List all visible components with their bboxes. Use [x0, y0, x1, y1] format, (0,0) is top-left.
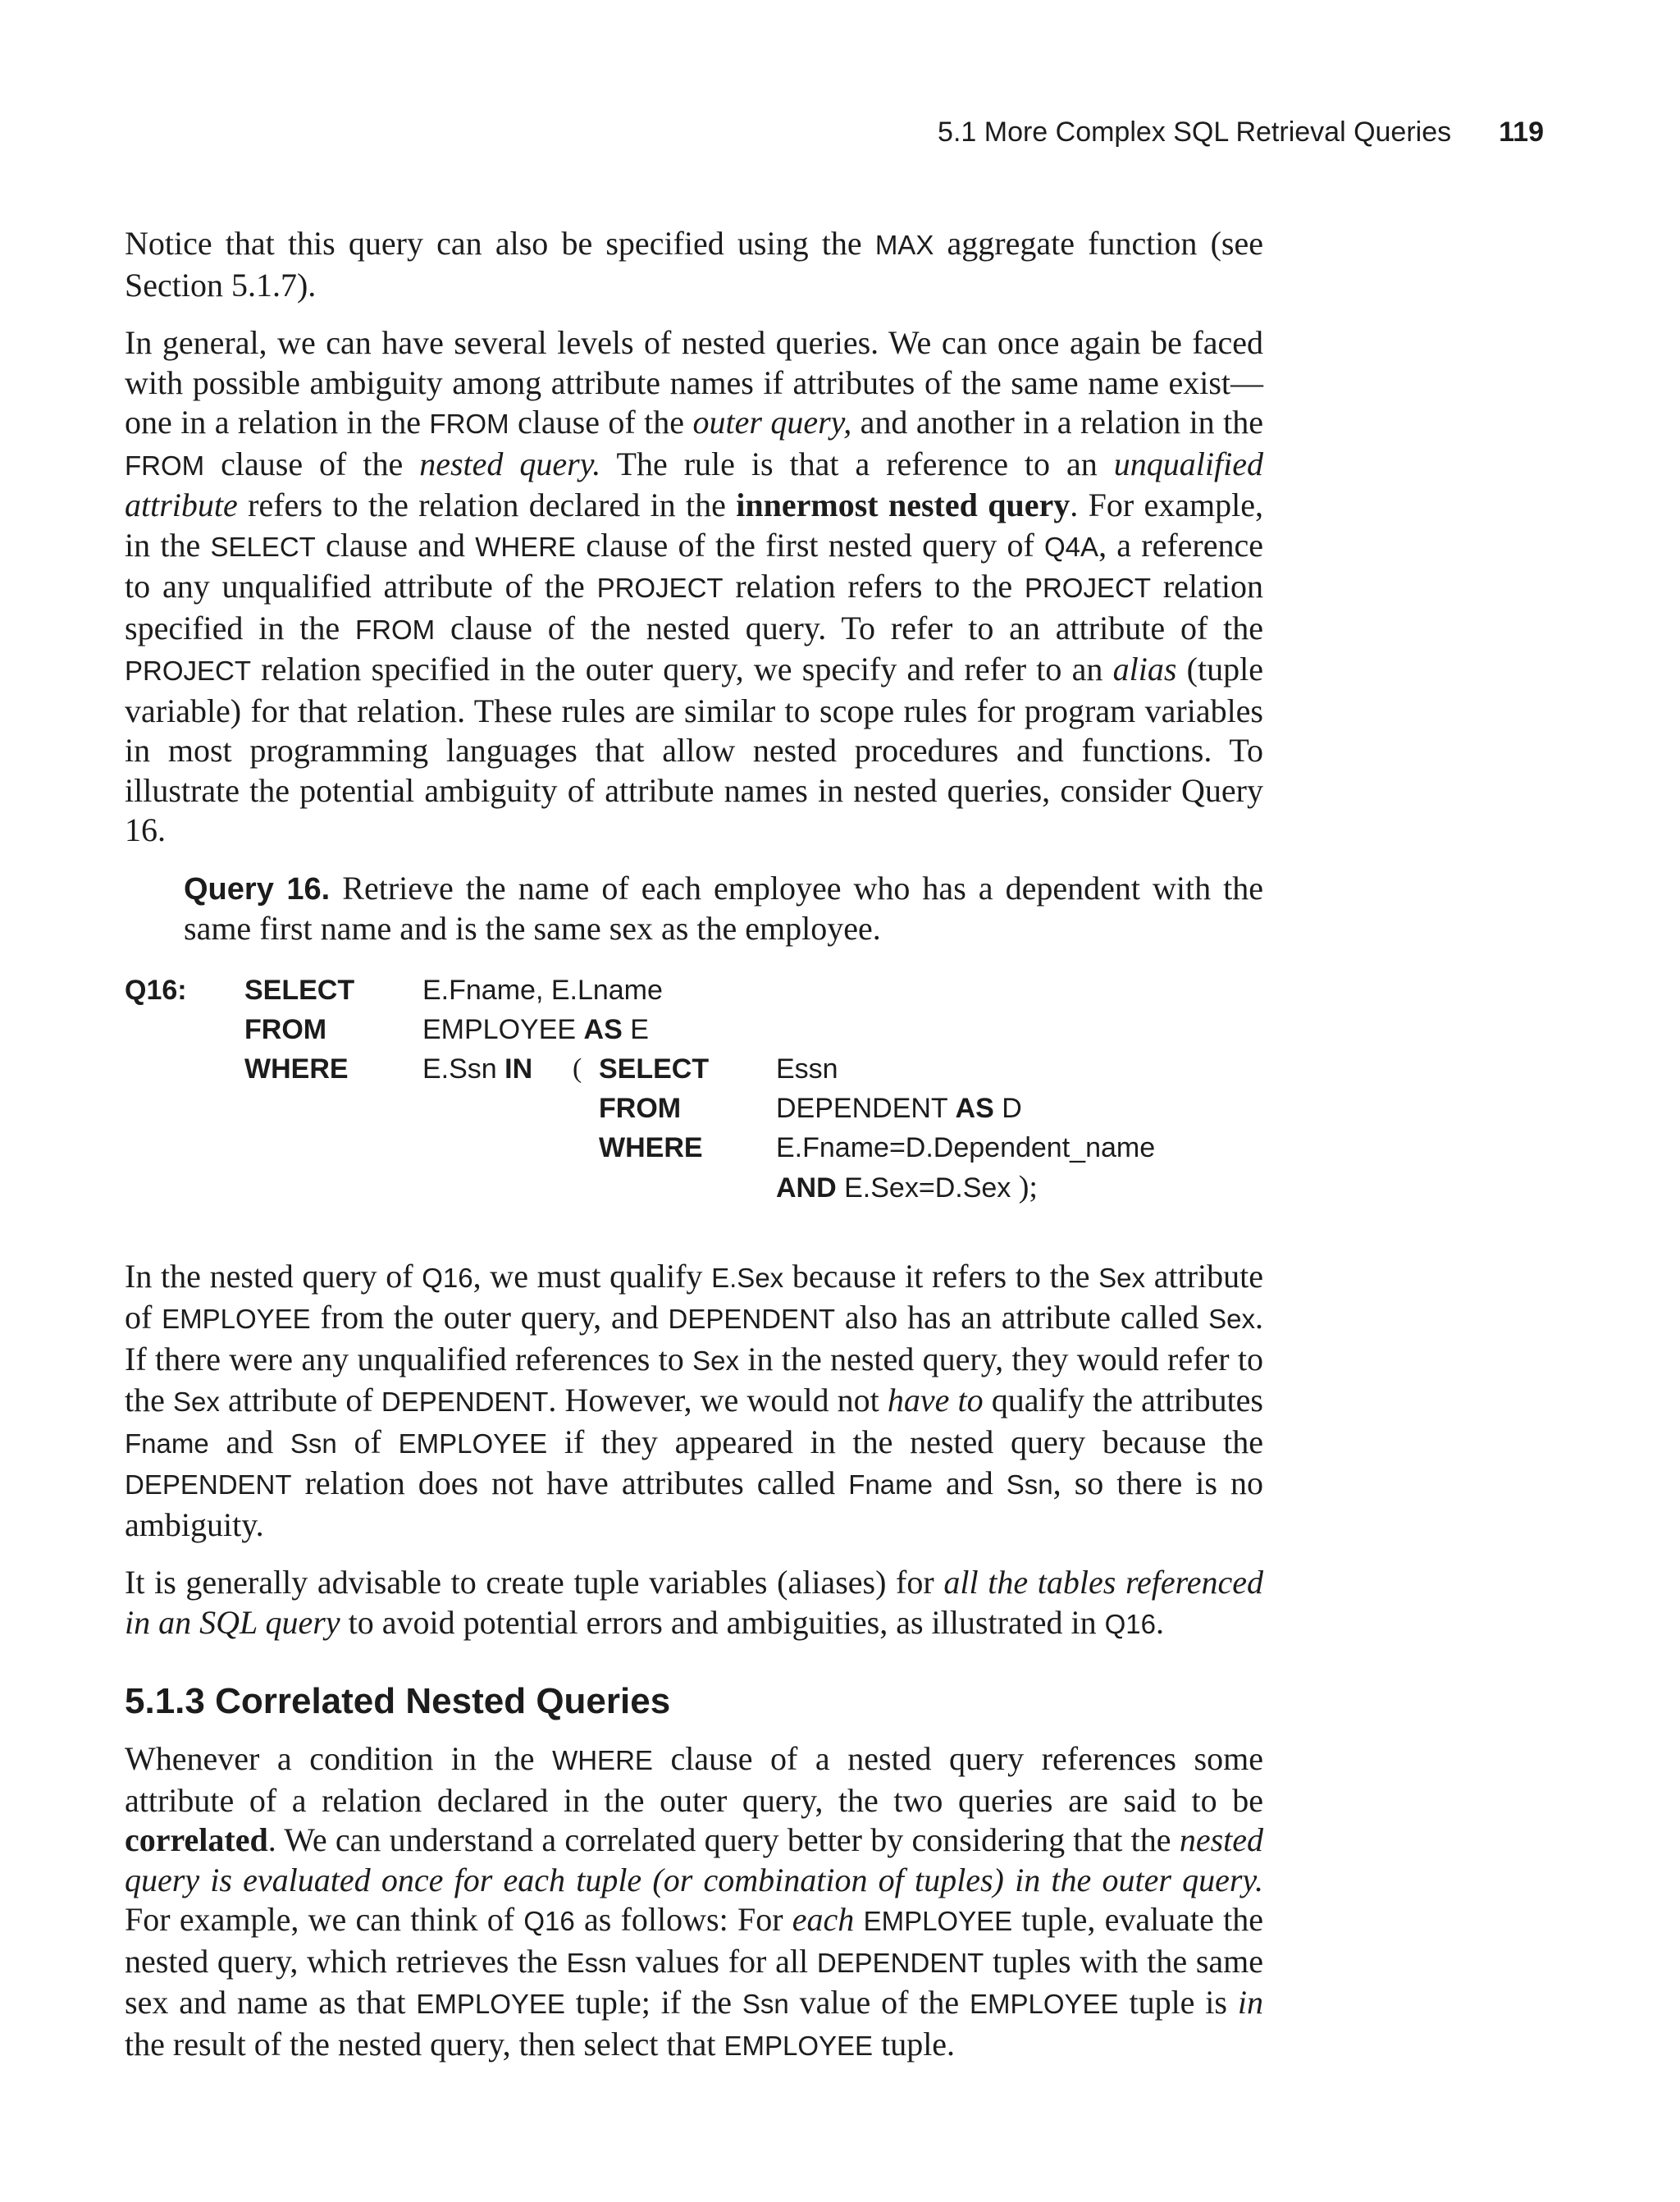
- sql-open-paren: (: [573, 1053, 582, 1084]
- sql-sub-keyword-from: FROM: [599, 1092, 682, 1124]
- text: . For example, in the: [125, 487, 1263, 564]
- code-term: Q16: [523, 1906, 575, 1936]
- text: . However, we would not: [548, 1382, 888, 1419]
- sql-relation: EMPLOYEE: [422, 1013, 577, 1045]
- code-term: E.Sex: [711, 1262, 784, 1293]
- emphasis: alias: [1112, 651, 1177, 688]
- code-term: SELECT: [210, 531, 316, 562]
- page-number: 119: [1499, 116, 1544, 148]
- text: clause of a nested query references some attribute of a relation declared in the outer query, the two queries are said to be: [125, 1740, 1263, 1819]
- code-term: Sex: [1098, 1262, 1146, 1293]
- sql-keyword-as: AS: [955, 1092, 994, 1124]
- code-term: Q4A: [1044, 531, 1099, 562]
- code-term: EMPLOYEE: [162, 1304, 311, 1334]
- sql-attribute: E.Ssn: [422, 1053, 497, 1085]
- sql-keyword-where: WHERE: [244, 1053, 349, 1085]
- code-term: Ssn: [290, 1428, 337, 1459]
- code-term: DEPENDENT: [381, 1387, 549, 1417]
- text: value of the: [788, 1984, 970, 2021]
- code-term: EMPLOYEE: [398, 1428, 548, 1459]
- sql-where-clause: [422, 1049, 532, 1090]
- code-term: DEPENDENT: [668, 1304, 836, 1334]
- sql-keyword-from: FROM: [244, 1013, 327, 1045]
- code-term: Ssn: [742, 1989, 789, 2019]
- running-header: [0, 116, 1544, 148]
- paragraph-max-note: [125, 224, 1263, 305]
- code-term: Fname: [125, 1428, 209, 1459]
- text: . If there were any unqualified references to: [125, 1299, 1263, 1377]
- text: tuple is: [1118, 1984, 1238, 2021]
- code-term: EMPLOYEE: [724, 2030, 874, 2061]
- text: the result of the nested query, then select that: [125, 2025, 724, 2063]
- code-term: Ssn: [1006, 1469, 1053, 1500]
- sql-sub-condition-1: E.Fname=D.Dependent_name: [776, 1131, 1156, 1163]
- text: (tuple variable) for that relation. These rules are similar to scope rules for program variables in most programming languages that allow nested procedures and functions. To illustrate the potential ambiguity of attribute names in nested queries, consider Query 16.: [125, 651, 1263, 848]
- text: , so there is no ambiguity.: [125, 1464, 1263, 1543]
- page-body: [125, 224, 1263, 2084]
- code-term: DEPENDENT: [125, 1469, 292, 1500]
- text: , a reference to any unqualified attribute of the: [125, 526, 1264, 605]
- emphasis: have to: [887, 1382, 984, 1419]
- text: tuple.: [873, 2025, 956, 2063]
- sql-sub-condition-2: E.Sex=D.Sex: [844, 1172, 1011, 1204]
- text: attribute of: [219, 1382, 381, 1419]
- code-term: WHERE: [475, 531, 577, 562]
- text: and another in a relation in the: [851, 404, 1263, 441]
- code-term: WHERE: [552, 1745, 653, 1775]
- sql-keyword-and: AND: [776, 1172, 837, 1204]
- text: For example, we can think of: [125, 1901, 524, 1938]
- text: The rule is that a reference to an: [600, 445, 1114, 482]
- code-term: FROM: [354, 614, 436, 645]
- code-term: PROJECT: [125, 656, 252, 686]
- sql-keyword-as: AS: [583, 1013, 623, 1045]
- sql-select-list: E.Fname, E.Lname: [422, 974, 663, 1006]
- emphasis: in: [1237, 1984, 1263, 2021]
- text: also has an attribute called: [835, 1299, 1209, 1336]
- code-term: PROJECT: [596, 573, 724, 603]
- text: tuple; if the: [564, 1984, 742, 2021]
- text: relation does not have attributes called: [291, 1464, 849, 1501]
- paragraph-nested-levels: [125, 323, 1263, 851]
- text: Whenever a condition in the: [125, 1740, 553, 1777]
- code-term: EMPLOYEE: [416, 1989, 565, 2019]
- text: clause of the nested query. To refer to an attribute of the: [435, 609, 1263, 646]
- code-term: EMPLOYEE: [863, 1906, 1013, 1936]
- text: because it refers to the: [783, 1257, 1099, 1295]
- text: if they appeared in the nested query because the: [547, 1423, 1263, 1460]
- paragraph-qualify-sex: [125, 1257, 1263, 1546]
- text: values for all: [627, 1942, 817, 1980]
- text: In the nested query of: [125, 1257, 422, 1295]
- code-term: Fname: [848, 1469, 933, 1500]
- query-label: Query 16.: [184, 871, 331, 907]
- text: clause and: [315, 526, 476, 564]
- paragraph-aliases-advice: [125, 1563, 1263, 1644]
- text: tuples with the same sex and name as that: [125, 1942, 1264, 2021]
- emphasis: each: [792, 1901, 855, 1938]
- text: attribute of: [125, 1257, 1264, 1336]
- code-term: Sex: [692, 1345, 740, 1376]
- sql-label: Q16:: [125, 974, 187, 1006]
- text: of: [336, 1423, 399, 1460]
- code-term: PROJECT: [1024, 573, 1151, 603]
- text: It is generally advisable to create tuple variables (aliases) for: [125, 1564, 944, 1601]
- sql-keyword-in: IN: [504, 1053, 533, 1085]
- sql-relation: DEPENDENT: [776, 1092, 948, 1124]
- emphasis: all the tables referenced in an SQL query: [125, 1564, 1264, 1641]
- code-term: Sex: [173, 1387, 220, 1417]
- code-term: MAX: [874, 230, 934, 260]
- text: to avoid potential errors and ambiguities, as illustrated in: [340, 1603, 1105, 1641]
- query-text: Retrieve the name of each employee who has a dependent with the same first name and is the same sex as the employee.: [184, 869, 1263, 947]
- code-term: Q16: [1104, 1608, 1156, 1639]
- text: from the outer query, and: [310, 1299, 669, 1336]
- emphasis: nested query is evaluated once for each tuple (or combination of tuples) in the outer query.: [125, 1821, 1263, 1898]
- code-term: EMPLOYEE: [970, 1989, 1119, 2019]
- sql-code-block: [125, 971, 1263, 1245]
- emphasis: nested query.: [419, 445, 601, 482]
- text: In general, we can have several levels of nested queries. We can once again be faced with possible ambiguity among attribute names if attributes of the same name exist—one in a relation in the: [125, 324, 1263, 441]
- text: qualify the attributes: [983, 1382, 1264, 1419]
- text: [854, 1901, 863, 1938]
- code-term: Sex: [1208, 1304, 1255, 1334]
- paragraph-correlated: [125, 1739, 1263, 2066]
- sql-sub-select-list: Essn: [776, 1053, 838, 1085]
- sql-keyword-select: SELECT: [244, 974, 355, 1006]
- code-term: FROM: [429, 409, 509, 439]
- sql-sub-from-clause: [776, 1089, 1022, 1129]
- text: . We can understand a correlated query better by considering that the: [267, 1821, 1180, 1858]
- sql-sub-keyword-where: WHERE: [599, 1131, 703, 1163]
- text: and: [932, 1464, 1007, 1501]
- text: Notice that this query can also be specified using the: [125, 225, 875, 262]
- text: , we must qualify: [472, 1257, 712, 1295]
- sql-sub-keyword-select: SELECT: [599, 1053, 710, 1085]
- bold-term: correlated: [125, 1821, 268, 1858]
- text: in the nested query, they would refer to the: [125, 1340, 1263, 1419]
- code-term: DEPENDENT: [816, 1947, 984, 1978]
- sql-from-clause: [422, 1010, 649, 1050]
- emphasis: unqualified attribute: [125, 445, 1263, 523]
- text: as follows: For: [574, 1901, 792, 1938]
- code-term: Essn: [566, 1947, 628, 1978]
- text: clause of the: [204, 445, 420, 482]
- text: refers to the relation declared in the: [237, 487, 737, 523]
- text: .: [1156, 1603, 1164, 1641]
- bold-term: innermost nested query: [736, 487, 1071, 523]
- sql-alias: E: [630, 1013, 649, 1045]
- text: clause of the: [509, 404, 693, 441]
- sql-alias: D: [1002, 1092, 1022, 1124]
- emphasis: outer query,: [692, 404, 852, 441]
- text: relation refers to the: [723, 568, 1025, 605]
- running-title: 5.1 More Complex SQL Retrieval Queries: [938, 116, 1452, 148]
- section-heading: 5.1.3 Correlated Nested Queries: [125, 1681, 671, 1721]
- sql-close: );: [1011, 1169, 1038, 1204]
- text: clause of the first nested query of: [576, 526, 1045, 564]
- sql-sub-condition-2-line: [776, 1167, 1038, 1208]
- code-term: Q16: [422, 1262, 473, 1293]
- query-16-statement: [184, 869, 1263, 949]
- text: tuple, evaluate the nested query, which retrieves the: [125, 1901, 1264, 1980]
- code-term: FROM: [125, 450, 205, 481]
- text: relation specified in the outer query, we specify and refer to an: [251, 651, 1113, 688]
- text: aggregate function (see Section 5.1.7).: [125, 225, 1263, 304]
- text: and: [208, 1423, 290, 1460]
- text: relation specified in the: [125, 568, 1263, 646]
